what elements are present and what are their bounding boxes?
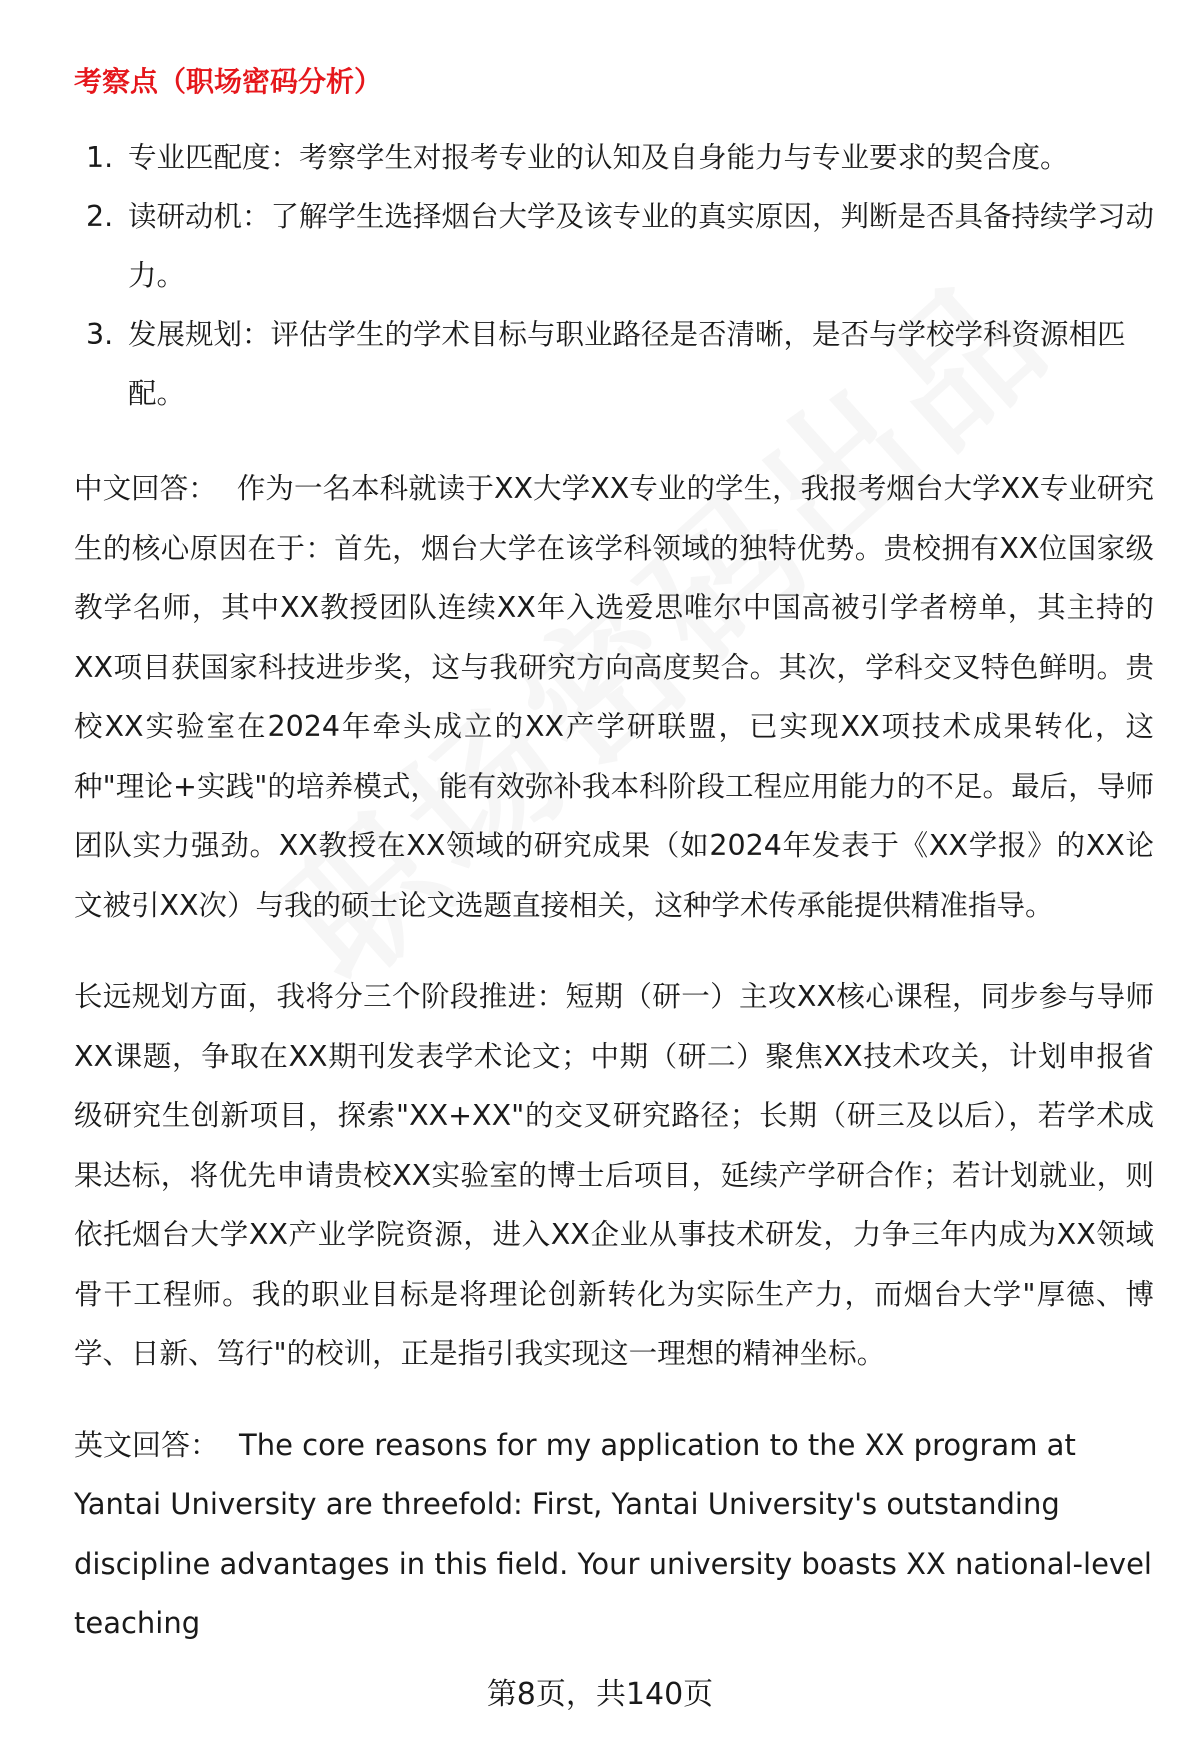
list-item xyxy=(74,187,1154,305)
list-item-text: 发展规划：评估学生的学术目标与职业路径是否清晰，是否与学校学科资源相匹配。 xyxy=(128,318,1126,410)
list-number: 1. xyxy=(86,141,114,174)
chinese-answer-paragraph xyxy=(74,459,1154,935)
document-page xyxy=(74,50,1154,1686)
section-heading: 考察点（职场密码分析） xyxy=(74,65,383,98)
chinese-answer-label: 中文回答： xyxy=(74,472,217,505)
english-answer-text: The core reasons for my application to the XX program at Yantai University are threefold: First, Yantai University's outstanding discipline advantages in this field. Your university boasts XX national-level teaching xyxy=(74,1427,1152,1640)
list-item xyxy=(74,305,1154,423)
long-term-plan-paragraph: 长远规划方面，我将分三个阶段推进：短期（研一）主攻XX核心课程，同步参与导师XX课题，争取在XX期刊发表学术论文；中期（研二）聚焦XX技术攻关，计划申报省级研究生创新项目，探索"XX+XX"的交叉研究路径；长期（研三及以后），若学术成果达标，将优先申请贵校XX实验室的博士后项目，延续产学研合作；若计划就业，则依托烟台大学XX产业学院资源，进入XX企业从事技术研发，力争三年内成为XX领域骨干工程师。我的职业目标是将理论创新转化为实际生产力，而烟台大学"厚德、博学、日新、笃行"的校训，正是指引我实现这一理想的精神坐标。 xyxy=(74,980,1154,1370)
list-item-text: 专业匹配度：考察学生对报考专业的认知及自身能力与专业要求的契合度。 xyxy=(128,141,1069,174)
chinese-answer-text: 作为一名本科就读于XX大学XX专业的学生，我报考烟台大学XX专业研究生的核心原因在于：首先，烟台大学在该学科领域的独特优势。贵校拥有XX位国家级教学名师，其中XX教授团队连续XX年入选爱思唯尔中国高被引学者榜单，其主持的XX项目获国家科技进步奖，这与我研究方向高度契合。其次，学科交叉特色鲜明。贵校XX实验室在2024年牵头成立的XX产学研联盟，已实现XX项技术成果转化，这种"理论+实践"的培养模式，能有效弥补我本科阶段工程应用能力的不足。最后，导师团队实力强劲。XX教授在XX领域的研究成果（如2024年发表于《XX学报》的XX论文被引XX次）与我的硕士论文选题直接相关，这种学术传承能提供精准指导。 xyxy=(74,472,1154,922)
list-number: 2. xyxy=(86,200,114,233)
list-item-text: 读研动机：了解学生选择烟台大学及该专业的真实原因，判断是否具备持续学习动力。 xyxy=(128,200,1155,292)
english-answer-label: 英文回答： xyxy=(74,1427,220,1462)
assessment-points-list xyxy=(74,128,1154,423)
page-number-footer: 第8页，共140页 xyxy=(486,1677,714,1712)
english-answer-paragraph xyxy=(74,1416,1154,1654)
list-number: 3. xyxy=(86,318,114,351)
list-item xyxy=(74,128,1154,187)
